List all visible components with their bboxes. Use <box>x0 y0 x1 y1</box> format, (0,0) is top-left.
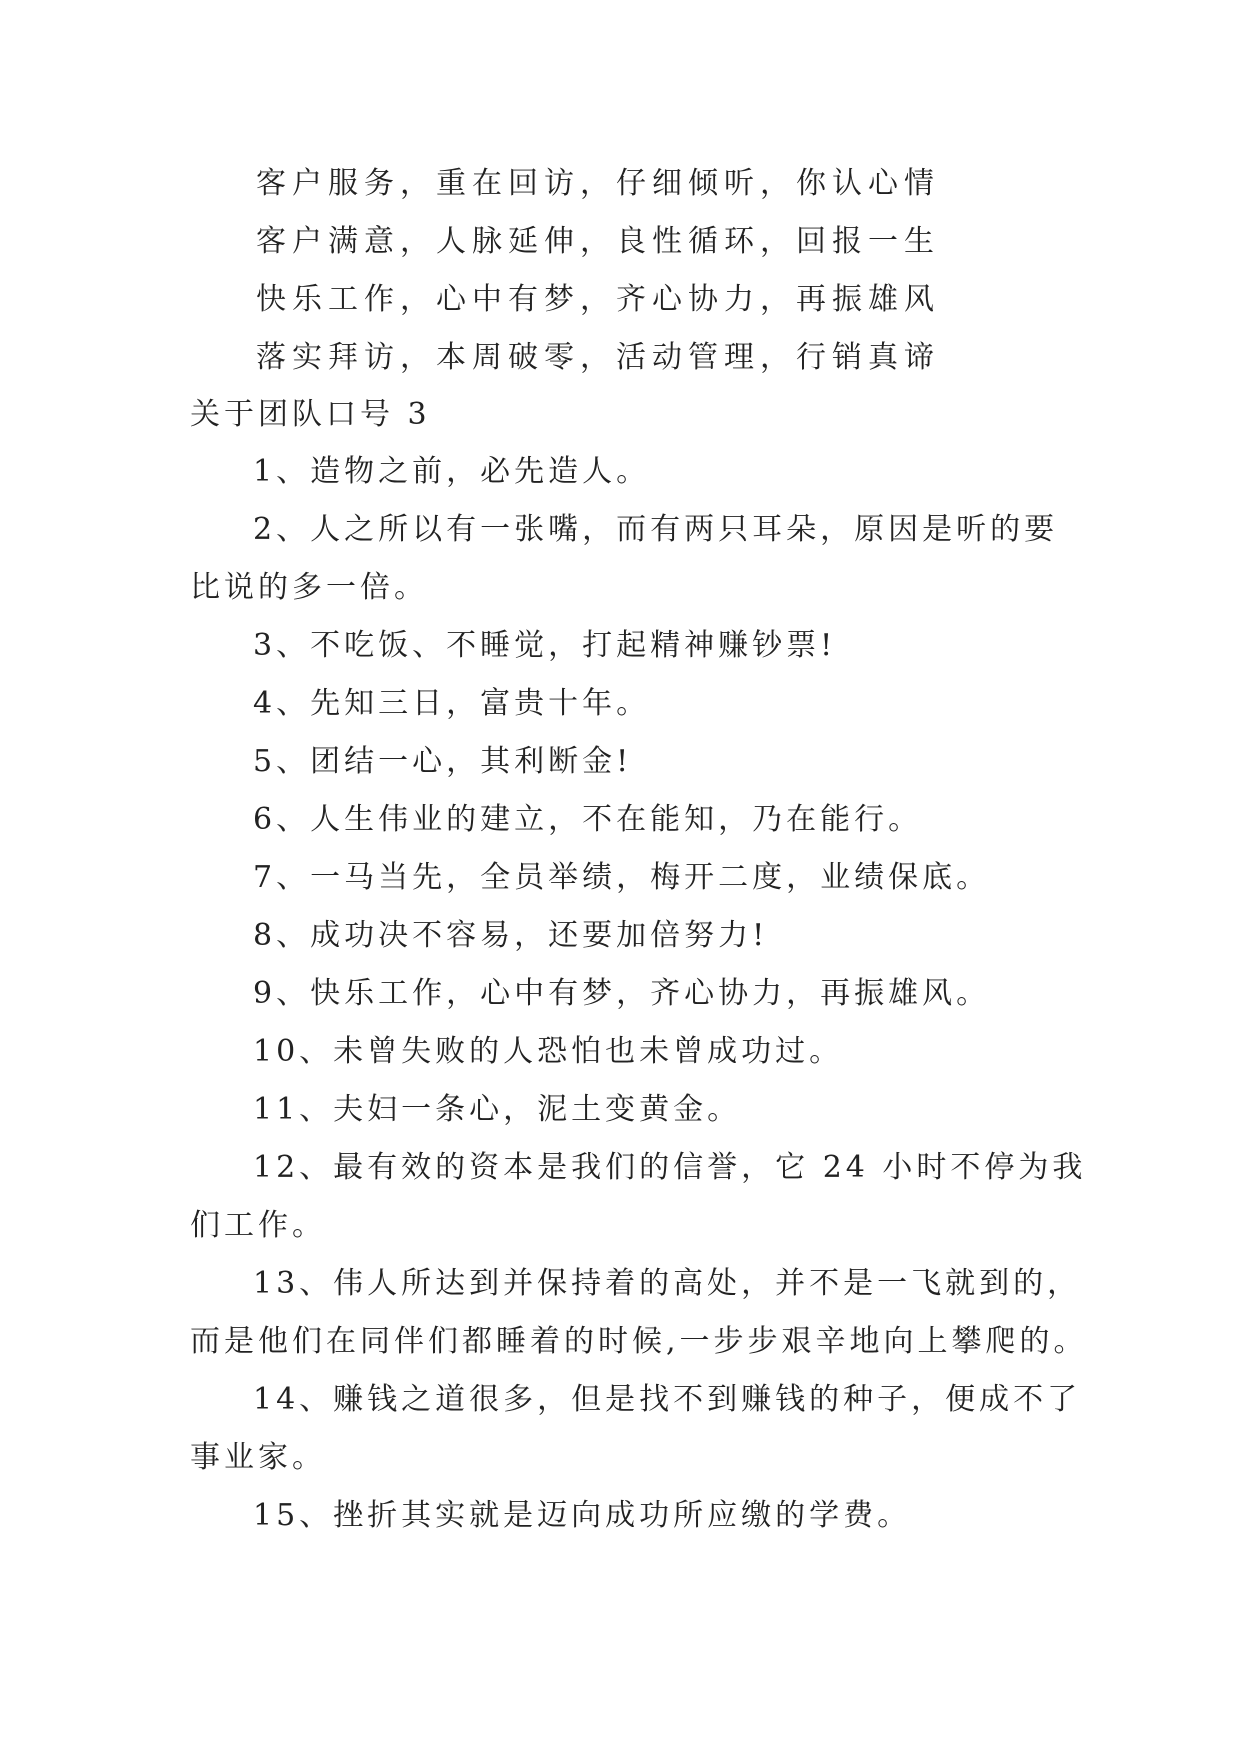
verse-block <box>190 155 1050 387</box>
list-item <box>190 1081 1050 1139</box>
list-item <box>190 733 1050 791</box>
verse-line: 客户服务，重在回访，仔细倾听，你认心情 <box>256 166 940 201</box>
list-item-text: 6、人生伟业的建立，不在能知，乃在能行。 <box>253 802 923 837</box>
list-item-text: 5、团结一心，其利断金! <box>253 744 633 779</box>
list-item-text: 7、一马当先，全员举绩，梅开二度，业绩保底。 <box>253 860 991 895</box>
list-item-text: 11、夫妇一条心，泥土变黄金。 <box>253 1092 742 1127</box>
verse-line: 客户满意，人脉延伸，良性循环，回报一生 <box>256 224 940 259</box>
list-item-text: 10、未曾失败的人恐怕也未曾成功过。 <box>253 1034 844 1069</box>
list-item <box>190 907 1050 965</box>
list-item-text: 12、最有效的资本是我们的信誉，它 24 小时不停为我 <box>253 1150 1087 1185</box>
list-item-text-continued: 而是他们在同伴们都睡着的时候,一步步艰辛地向上攀爬的。 <box>190 1324 1088 1359</box>
list-item-text: 2、人之所以有一张嘴，而有两只耳朵，原因是听的要 <box>253 512 1059 547</box>
list-item <box>190 1487 1050 1545</box>
list-item-text: 14、赚钱之道很多，但是找不到赚钱的种子，便成不了 <box>253 1382 1082 1417</box>
verse-line: 落实拜访，本周破零，活动管理，行销真谛 <box>256 340 940 375</box>
list-item-text: 9、快乐工作，心中有梦，齐心协力，再振雄风。 <box>253 976 991 1011</box>
list-item-text: 4、先知三日，富贵十年。 <box>253 686 651 721</box>
list-item <box>190 849 1050 907</box>
list-item <box>190 1255 1088 1371</box>
list-item <box>190 1139 1087 1255</box>
list-item-text: 3、不吃饭、不睡觉，打起精神赚钞票! <box>253 628 837 663</box>
list-item-text-continued: 比说的多一倍。 <box>190 570 428 605</box>
list-item-text-continued: 们工作。 <box>190 1208 326 1243</box>
document-body <box>190 155 1088 1545</box>
list-item-text: 1、造物之前，必先造人。 <box>253 454 651 489</box>
section-title: 关于团队口号 3 <box>190 397 431 432</box>
slogan-list <box>190 443 1088 1545</box>
list-item-text-continued: 事业家。 <box>190 1440 326 1475</box>
list-item <box>190 965 1050 1023</box>
list-item <box>190 1371 1082 1487</box>
list-item <box>190 501 1059 617</box>
list-item <box>190 675 1050 733</box>
list-item-text: 13、伟人所达到并保持着的高处，并不是一飞就到的， <box>253 1266 1082 1301</box>
list-item <box>190 443 1050 501</box>
verse-line: 快乐工作，心中有梦，齐心协力，再振雄风 <box>256 282 940 317</box>
list-item-text: 8、成功决不容易，还要加倍努力! <box>253 918 769 953</box>
list-item <box>190 617 1050 675</box>
list-item <box>190 1023 1050 1081</box>
list-item <box>190 791 1050 849</box>
list-item-text: 15、挫折其实就是迈向成功所应缴的学费。 <box>253 1498 912 1533</box>
